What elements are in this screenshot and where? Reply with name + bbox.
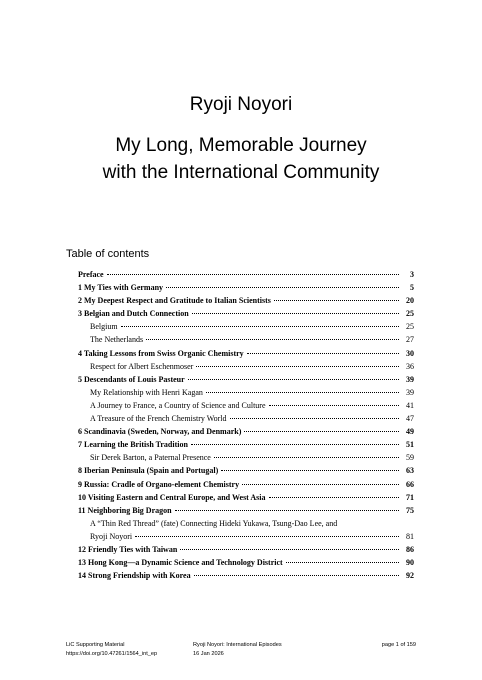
footer-date: 16 Jan 2026 xyxy=(193,650,224,657)
footer-doi-link[interactable]: https://doi.org/10.47261/1564_int_ep xyxy=(66,650,158,657)
footer-source: LiC Supporting Material xyxy=(66,642,125,648)
toc-entry-page: 41 xyxy=(406,400,414,410)
footer-work-title: Ryoji Noyori: International Episodes xyxy=(193,642,282,648)
toc-entry-title: 5 Descendants of Louis Pasteur xyxy=(78,374,185,384)
toc-entry-page: 25 xyxy=(406,309,414,319)
toc-entry[interactable] xyxy=(78,543,414,556)
toc-leader-dots xyxy=(175,510,399,511)
toc-leader-dots xyxy=(244,431,399,432)
toc-entry-title: 12 Friendly Ties with Taiwan xyxy=(78,544,178,554)
toc-leader-dots xyxy=(242,484,399,485)
toc-entry-page: 49 xyxy=(406,427,414,437)
toc-entry[interactable] xyxy=(78,569,414,582)
toc-entry[interactable] xyxy=(78,478,414,491)
toc-entry-title: 9 Russia: Cradle of Organo-element Chemistry xyxy=(78,479,240,489)
toc-leader-dots xyxy=(286,562,399,563)
toc-leader-dots xyxy=(191,444,399,445)
footer-page-number: page 1 of 159 xyxy=(381,642,416,648)
toc-entry-title: Belgium xyxy=(90,322,118,332)
toc-entry[interactable] xyxy=(78,451,414,464)
toc-entry[interactable] xyxy=(78,373,414,386)
toc-leader-dots xyxy=(192,313,399,314)
toc-heading: Table of contents xyxy=(66,248,150,260)
toc-entry-page: 39 xyxy=(406,387,414,397)
toc-entry-title: My Relationship with Henri Kagan xyxy=(90,387,203,397)
toc-entry[interactable] xyxy=(78,386,414,399)
toc-entry-title: A “Thin Red Thread” (fate) Connecting Hideki Yukawa, Tsung-Dao Lee, and xyxy=(90,518,338,528)
toc-entry-page: 36 xyxy=(406,361,414,371)
toc-leader-dots xyxy=(107,274,399,275)
toc-entry-title: Sir Derek Barton, a Paternal Presence xyxy=(90,453,211,463)
toc-entry-title: 4 Taking Lessons from Swiss Organic Chemistry xyxy=(78,348,244,358)
toc-entry[interactable] xyxy=(78,347,414,360)
toc-entry-title: 13 Hong Kong—a Dynamic Science and Technology District xyxy=(78,558,283,568)
toc-leader-dots xyxy=(269,405,399,406)
toc-entry-title: Respect for Albert Eschenmoser xyxy=(90,361,194,371)
title-line-1: My Long, Memorable Journey xyxy=(115,135,367,156)
toc-entry-title: 3 Belgian and Dutch Connection xyxy=(78,309,189,319)
toc-entry-title: Ryoji Noyori xyxy=(90,531,133,541)
toc-leader-dots xyxy=(221,470,399,471)
title-line-2: with the International Community xyxy=(102,162,380,183)
toc-entry[interactable] xyxy=(78,530,414,543)
toc-entry[interactable] xyxy=(78,333,414,346)
toc-entry-page: 47 xyxy=(406,414,414,424)
toc-entry-page: 71 xyxy=(406,492,414,502)
toc-entry-page: 75 xyxy=(406,505,414,515)
toc-entry[interactable] xyxy=(78,307,414,320)
toc-entry[interactable] xyxy=(78,320,414,333)
toc-entry[interactable] xyxy=(78,517,414,530)
toc-entry-page: 39 xyxy=(406,374,414,384)
toc-leader-dots xyxy=(206,392,399,393)
toc-entry-title: 10 Visiting Eastern and Central Europe, and West Asia xyxy=(78,492,266,502)
toc-leader-dots xyxy=(180,549,399,550)
toc-entry[interactable] xyxy=(78,294,414,307)
toc-entry-title: A Treasure of the French Chemistry World xyxy=(90,414,227,424)
toc-entry-page: 51 xyxy=(406,440,414,450)
toc-entry-title: 7 Learning the British Tradition xyxy=(78,440,188,450)
toc-entry[interactable] xyxy=(78,412,414,425)
toc-leader-dots xyxy=(146,339,399,340)
toc-entry-page: 59 xyxy=(406,453,414,463)
toc-entry-page: 20 xyxy=(406,296,414,306)
table-of-contents xyxy=(78,268,414,582)
toc-leader-dots xyxy=(214,457,399,458)
toc-leader-dots xyxy=(230,418,399,419)
toc-entry-page: 3 xyxy=(410,270,414,279)
toc-leader-dots xyxy=(166,287,399,288)
toc-leader-dots xyxy=(194,575,399,576)
toc-entry[interactable] xyxy=(78,281,414,294)
toc-entry-page: 86 xyxy=(406,544,414,554)
toc-leader-dots xyxy=(274,300,399,301)
toc-entry-title: A Journey to France, a Country of Science and Culture xyxy=(90,400,266,410)
toc-leader-dots xyxy=(269,497,399,498)
toc-leader-dots xyxy=(188,379,399,380)
toc-entry[interactable] xyxy=(78,425,414,438)
toc-entry-page: 92 xyxy=(406,571,414,581)
toc-entry[interactable] xyxy=(78,504,414,517)
toc-entry[interactable] xyxy=(78,491,414,504)
toc-leader-dots xyxy=(196,366,399,367)
toc-entry-page: 90 xyxy=(406,558,414,568)
document-title xyxy=(0,132,482,186)
toc-entry-title: 6 Scandinavia (Sweden, Norway, and Denmark) xyxy=(78,427,242,437)
page-footer xyxy=(66,641,416,658)
toc-entry[interactable] xyxy=(78,360,414,373)
toc-entry-title: 2 My Deepest Respect and Gratitude to Italian Scientists xyxy=(78,296,271,306)
toc-entry[interactable] xyxy=(78,464,414,477)
toc-entry[interactable] xyxy=(78,438,414,451)
toc-entry-page: 25 xyxy=(406,322,414,332)
toc-leader-dots xyxy=(135,536,399,537)
toc-entry-title: 11 Neighboring Big Dragon xyxy=(78,505,172,515)
toc-entry-title: 1 My Ties with Germany xyxy=(78,283,164,293)
toc-entry-title: Preface xyxy=(78,270,104,279)
toc-entry-page: 81 xyxy=(406,531,414,541)
toc-leader-dots xyxy=(247,353,399,354)
toc-entry-page: 63 xyxy=(406,466,414,476)
toc-entry-page: 5 xyxy=(410,283,414,293)
toc-entry[interactable] xyxy=(78,399,414,412)
toc-entry-title: The Netherlands xyxy=(90,335,144,345)
author-name: Ryoji Noyori xyxy=(189,94,293,115)
toc-leader-dots xyxy=(121,326,399,327)
toc-entry-title: 8 Iberian Peninsula (Spain and Portugal) xyxy=(78,466,219,476)
toc-entry-page: 27 xyxy=(406,335,414,345)
toc-entry-page: 66 xyxy=(406,479,414,489)
toc-entry[interactable] xyxy=(78,556,414,569)
toc-entry[interactable] xyxy=(78,268,414,281)
toc-entry-title: 14 Strong Friendship with Korea xyxy=(78,571,191,581)
toc-entry-page: 30 xyxy=(406,348,414,358)
